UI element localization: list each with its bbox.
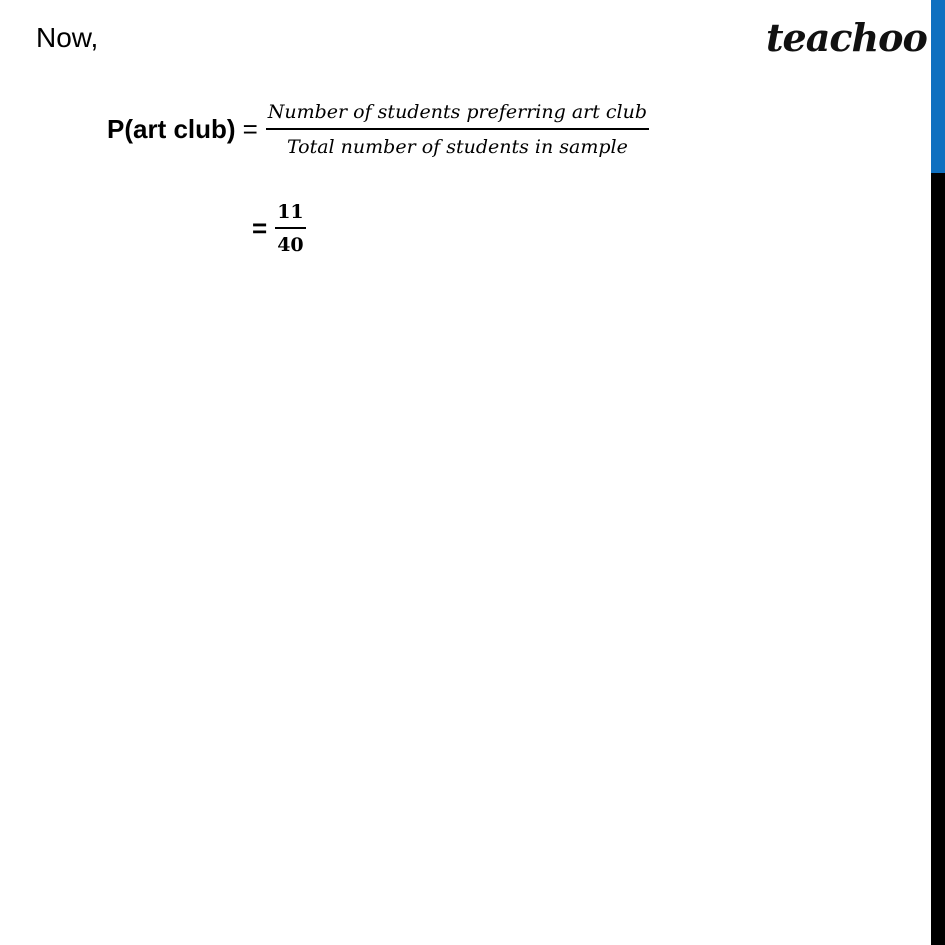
fraction-numerator: 11 bbox=[277, 200, 304, 223]
fraction-numerator: Number of students preferring art club bbox=[267, 100, 648, 123]
definition-fraction bbox=[266, 99, 649, 160]
fraction-denominator: Total number of students in sample bbox=[286, 135, 628, 158]
right-side-bar bbox=[931, 0, 945, 945]
equals-sign: = bbox=[242, 114, 258, 144]
side-bar-accent bbox=[931, 0, 945, 173]
equals-sign: = bbox=[252, 213, 268, 243]
intro-text: Now, bbox=[36, 22, 99, 53]
probability-definition bbox=[107, 98, 649, 160]
teachoo-logo: teachoo bbox=[766, 15, 927, 60]
probability-label: P(art club) bbox=[107, 114, 236, 144]
probability-result bbox=[252, 198, 306, 258]
fraction-bar bbox=[266, 128, 649, 130]
result-fraction bbox=[275, 200, 305, 257]
fraction-bar bbox=[275, 227, 305, 229]
fraction-denominator: 40 bbox=[277, 233, 304, 256]
